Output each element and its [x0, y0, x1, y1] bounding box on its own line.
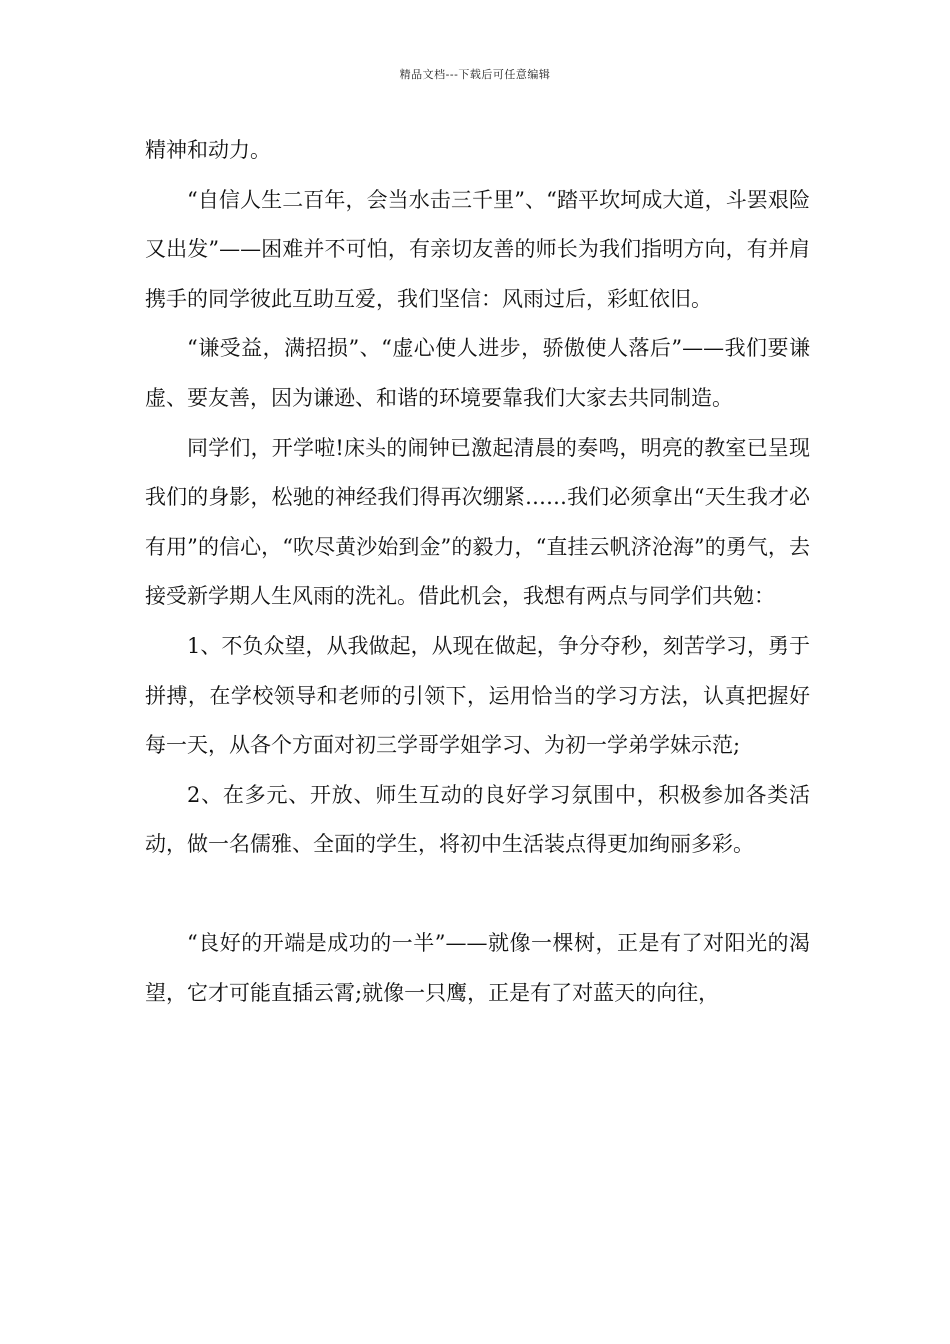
paragraph-5: 1、不负众望，从我做起，从现在做起，争分夺秒，刻苦学习，勇于拼搏，在学校领导和老师的引领下，运用恰当的学习方法，认真把握好每一天，从各个方面对初三学哥学姐学习、为初一学弟学妹示范;	[145, 633, 810, 758]
paragraph-2: “自信人生二百年，会当水击三千里”、“踏平坎坷成大道，斗罢艰险又出发”——困难并不可怕，有亲切友善的师长为我们指明方向，有并肩携手的同学彼此互助互爱，我们坚信：风雨过后，彩虹依旧。	[145, 187, 810, 311]
paragraph-3: “谦受益，满招损”、“虚心使人进步，骄傲使人落后”——我们要谦虚、要友善，因为谦逊、和谐的环境要靠我们大家去共同制造。	[145, 336, 810, 410]
document-body	[145, 126, 810, 1018]
paragraph-4: 同学们，开学啦!床头的闹钟已激起清晨的奏鸣，明亮的教室已呈现我们的身影，松驰的神经我们得再次绷紧……我们必须拿出“天生我才必有用”的信心，“吹尽黄沙始到金”的毅力，“直挂云帆济沧海”的勇气，去接受新学期人生风雨的洗礼。借此机会，我想有两点与同学们共勉：	[145, 435, 810, 609]
paragraph-1: 精神和动力。	[145, 138, 271, 162]
paragraph-6: 2、在多元、开放、师生互动的良好学习氛围中，积极参加各类活动，做一名儒雅、全面的学生，将初中生活装点得更加绚丽多彩。	[145, 782, 810, 857]
page-header: 精品文档---下载后可任意编辑	[399, 68, 551, 81]
paragraph-7: “良好的开端是成功的一半”——就像一棵树，正是有了对阳光的渴望，它才可能直插云霄;就像一只鹰，正是有了对蓝天的向往，	[145, 930, 810, 1005]
